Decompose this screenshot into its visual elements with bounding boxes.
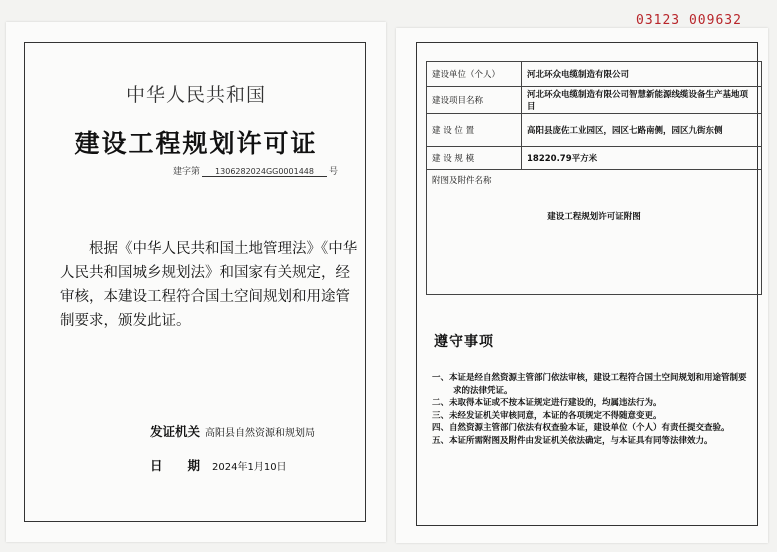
table-row <box>427 114 762 147</box>
project-info-table <box>426 61 762 295</box>
row-value: 河北环众电缆制造有限公司智慧新能源线缆设备生产基地项目 <box>522 87 762 114</box>
left-page <box>6 22 386 542</box>
cert-prefix: 建字第 <box>173 167 201 177</box>
issuer-line <box>150 422 315 440</box>
serial-number: 03123 009632 <box>636 13 742 28</box>
issuer-label: 发证机关 <box>150 424 201 439</box>
row-value: 18220.79平方米 <box>522 147 762 170</box>
issuer-value: 高阳县自然资源和规划局 <box>205 428 316 439</box>
attachment-value: 建设工程规划许可证附图 <box>547 212 641 222</box>
cert-suffix: 号 <box>329 167 339 177</box>
table-row <box>427 62 762 87</box>
list-item: 一、本证是经自然资源主管部门依法审核，建设工程符合国土空间规划和用途管制要求的法律凭证。 <box>432 373 747 396</box>
row-label: 建 设 规 模 <box>427 147 522 170</box>
rules-list <box>432 372 752 447</box>
date-label: 日 期 <box>150 458 201 473</box>
rules-title: 遵守事项 <box>434 334 494 350</box>
date-value: 2024年1月10日 <box>212 462 287 473</box>
table-row <box>427 170 762 295</box>
certificate-number-line <box>173 164 338 177</box>
list-item: 五、本证所需附图及附件由发证机关依法确定，与本证具有同等法律效力。 <box>432 435 713 446</box>
row-label: 建 设 位 置 <box>427 114 522 147</box>
row-value: 高阳县庞佐工业园区，园区七路南侧，园区九街东侧 <box>522 114 762 147</box>
table-row <box>427 147 762 170</box>
list-item: 三、未经发证机关审核同意，本证的各项规定不得随意变更。 <box>432 410 662 421</box>
attachment-label: 附图及附件名称 <box>432 176 492 186</box>
list-item: 四、自然资源主管部门依法有权查验本证，建设单位（个人）有责任提交查验。 <box>432 423 730 433</box>
certificate-paragraph: 根据《中华人民共和国土地管理法》《中华人民共和国城乡规划法》和国家有关规定，经审核，本建设工程符合国土空间规划和用途管制要求，颁发此证。 <box>60 241 358 329</box>
row-label: 建设项目名称 <box>427 87 522 114</box>
row-label: 建设单位（个人） <box>427 62 522 87</box>
row-value: 河北环众电缆制造有限公司 <box>522 62 762 87</box>
right-page <box>396 28 768 543</box>
table-row <box>427 87 762 114</box>
list-item: 二、未取得本证或不按本证规定进行建设的，均属违法行为。 <box>432 398 662 408</box>
date-line <box>150 456 287 474</box>
cert-number: 1306282024GG0001448 <box>202 167 327 177</box>
country-title: 中华人民共和国 <box>125 84 266 106</box>
certificate-title: 建设工程规划许可证 <box>74 129 318 158</box>
attachment-cell <box>427 170 762 295</box>
